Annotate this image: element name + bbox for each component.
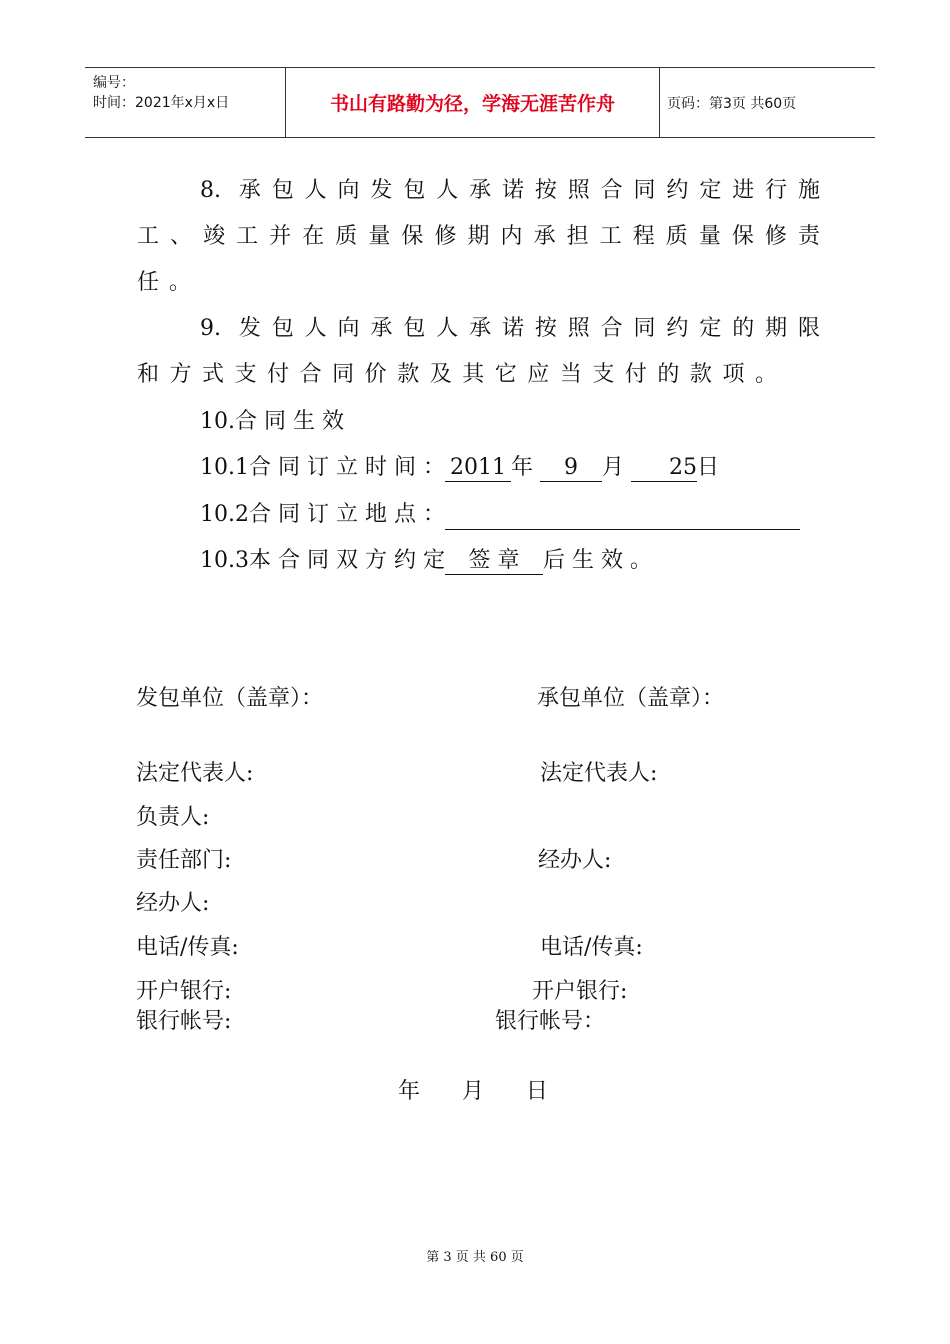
signing-date: 年 月 日 — [398, 1079, 548, 1104]
contract-month: 9 — [540, 455, 602, 482]
clause-10-3 — [200, 546, 652, 576]
clause-10-2-label: 10.2合 同 订 立 地 点 ： — [200, 502, 445, 527]
contractor-rep-label: 法定代表人: — [540, 761, 658, 786]
employer-phone-label: 电话/传真: — [136, 935, 239, 960]
clause-10-3-suffix: 后 生 效 。 — [542, 548, 652, 573]
header-divider — [659, 68, 660, 137]
header-meta — [85, 68, 285, 137]
employer-dept-label: 责任部门: — [136, 848, 232, 873]
clause-10-2 — [200, 500, 800, 530]
employer-account-label: 银行帐号: — [136, 1009, 232, 1034]
employer-agent-label: 经办人: — [136, 891, 210, 916]
employer-rep-label: 法定代表人: — [136, 761, 254, 786]
clause-9-line-2: 和方式支付合同价款及其它应当支付的款项。 — [137, 362, 777, 387]
contractor-phone-label: 电话/传真: — [540, 935, 643, 960]
contract-place — [445, 503, 800, 530]
clause-10-1 — [200, 453, 719, 483]
clause-10-1-label: 10.1合 同 订 立 时 间 ： — [200, 455, 445, 480]
employer-unit-label: 发包单位（盖章）： — [136, 686, 324, 711]
clause-8-line-2: 工、竣工并在质量保修期内承担工程质量保修责 — [137, 224, 820, 249]
contractor-bank-label: 开户银行: — [532, 979, 628, 1004]
clause-10-3-prefix: 10.3本 合 同 双 方 约 定 — [200, 548, 445, 573]
clause-8-line-3: 任。 — [137, 270, 202, 295]
employer-person-label: 负责人: — [136, 805, 210, 830]
employer-bank-label: 开户银行: — [136, 979, 232, 1004]
month-char: 月 — [601, 455, 624, 480]
contractor-unit-label: 承包单位（盖章）： — [537, 686, 725, 711]
contract-year: 2011 — [445, 455, 511, 482]
clause-10-title: 10.合 同 生 效 — [200, 409, 344, 434]
page-footer: 第 3 页 共 60 页 — [426, 1250, 524, 1265]
effective-condition: 签 章 — [445, 548, 543, 575]
year-char: 年 — [510, 455, 533, 480]
contract-day: 25 — [631, 455, 697, 482]
day-char: 日 — [696, 455, 719, 480]
number-label: 编号： — [93, 75, 135, 91]
clause-9-line-1: 9. 发包人向承包人承诺按照合同约定的期限 — [200, 316, 820, 341]
header-motto: 书山有路勤为径，学海无涯苦作舟 — [329, 93, 615, 115]
contractor-agent-label: 经办人: — [538, 848, 612, 873]
time-label: 时间：2021年x月x日 — [93, 95, 230, 111]
contractor-account-label: 银行帐号： — [495, 1009, 606, 1034]
header-page-info: 页码：第3页 共60页 — [667, 95, 797, 112]
clause-8-line-1: 8. 承包人向发包人承诺按照合同约定进行施 — [200, 178, 820, 203]
page-header — [85, 67, 875, 138]
